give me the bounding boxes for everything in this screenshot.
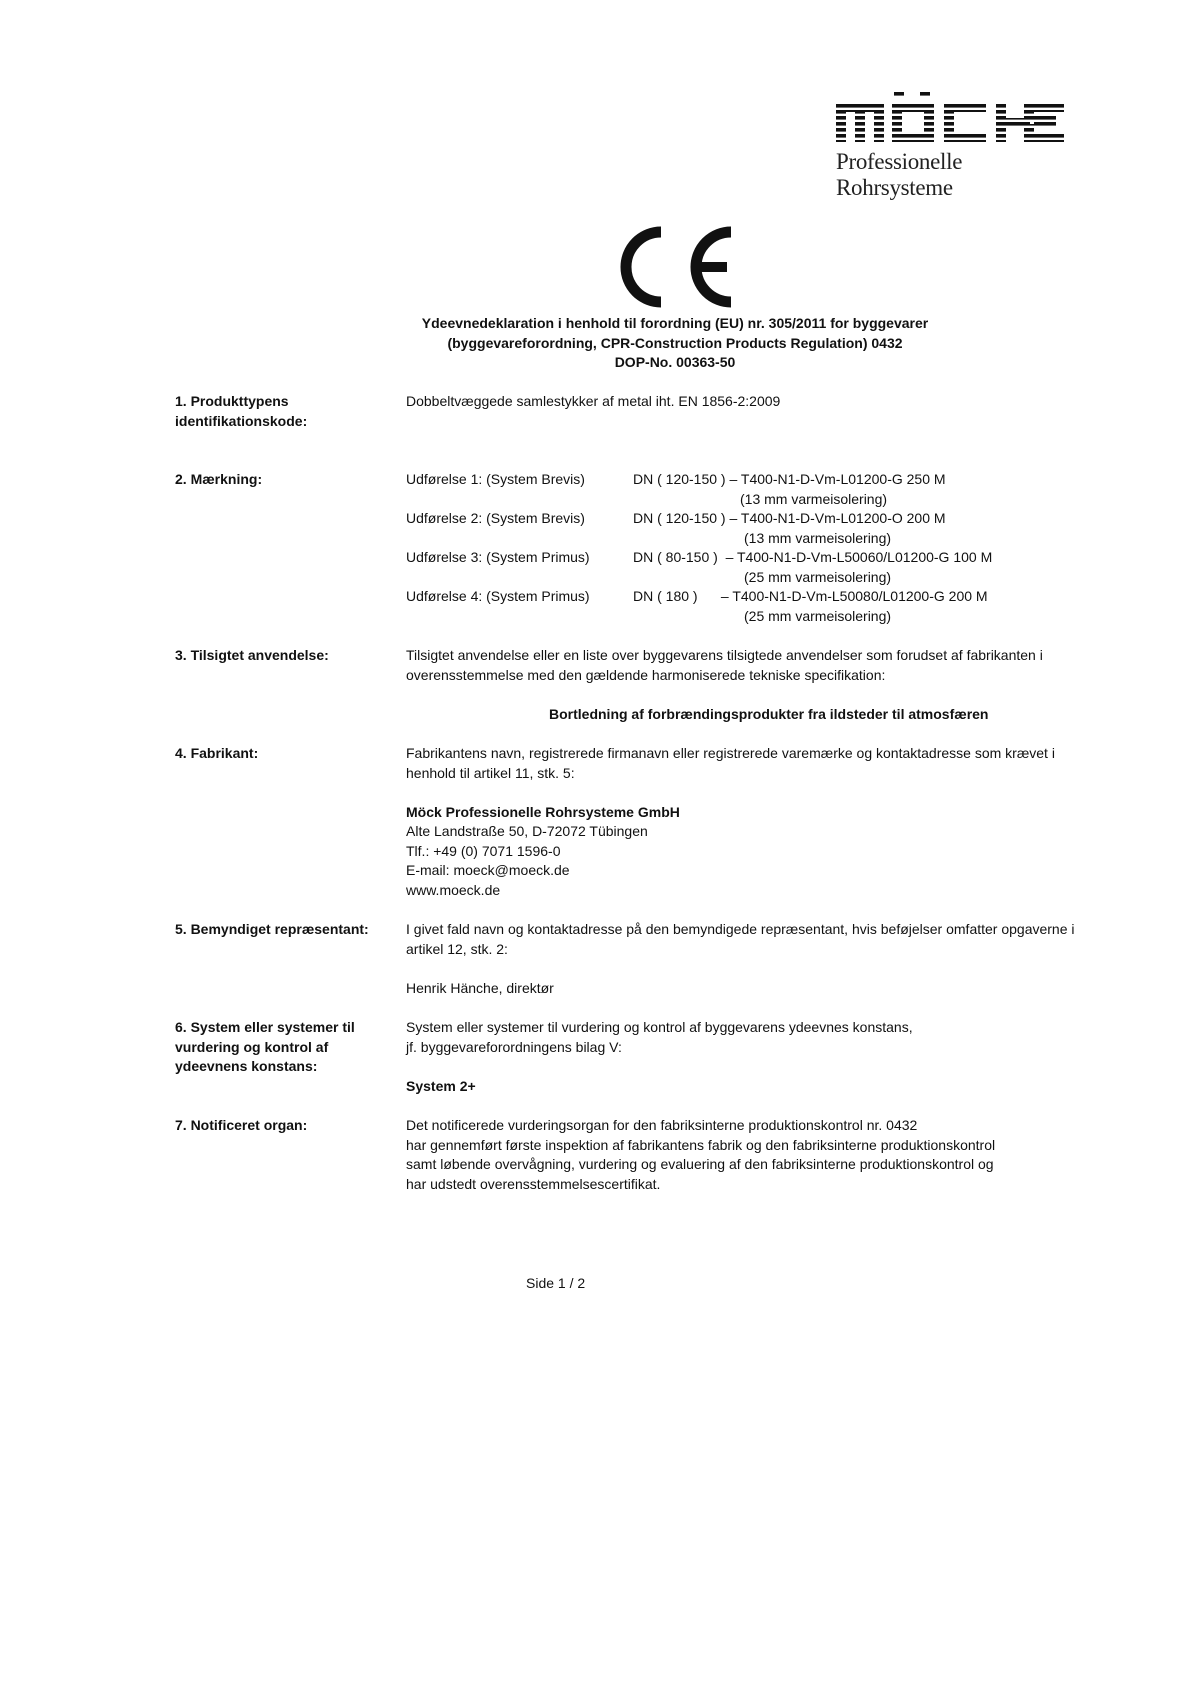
section-4-label: 4. Fabrikant: <box>175 745 259 761</box>
section-5-text-line-1: I givet fald navn og kontaktadresse på den bemyndigede repræsentant, hvis beføjelser omfatter opgaverne i <box>406 921 1075 937</box>
marking-row-1-variant: Udførelse 1: (System Brevis) <box>406 471 585 487</box>
authorised-representative: Henrik Hänche, direktør <box>406 979 554 996</box>
marking-row-1-dn: DN ( 120-150 ) – T400-N1-D-Vm-L01200-G 250 M <box>633 471 946 487</box>
marking-row-2-insulation: (13 mm varmeisolering) <box>744 530 892 546</box>
section-7-label: 7. Notificeret organ: <box>175 1117 308 1133</box>
marking-row-3-variant: Udførelse 3: (System Primus) <box>406 549 590 565</box>
section-5-text-line-2: artikel 12, stk. 2: <box>406 940 508 957</box>
section-6-text-line-2: jf. byggevareforordningens bilag V: <box>406 1038 622 1055</box>
manufacturer-address: Alte Landstraße 50, D-72072 Tübingen <box>406 823 648 839</box>
section-7-text-line-3: samt løbende overvågning, vurdering og evaluering af den fabriksinterne produktionskontrol og <box>406 1156 994 1172</box>
section-1-text: Dobbeltvæggede samlestykker af metal iht. EN 1856-2:2009 <box>406 393 781 409</box>
marking-row-3-insulation: (25 mm varmeisolering) <box>744 569 892 585</box>
section-2-label: 2. Mærkning: <box>175 471 263 487</box>
avcp-system: System 2+ <box>406 1077 476 1094</box>
marking-row-4-dn: DN ( 180 ) – T400-N1-D-Vm-L50080/L01200-G 200 M <box>633 588 988 604</box>
section-3-text <box>406 646 1043 685</box>
section-6-label <box>175 1018 355 1077</box>
section-7-text-line-4: har udstedt overensstemmelsescertifikat. <box>406 1175 661 1192</box>
section-6-text-line-1: System eller systemer til vurdering og kontrol af byggevarens ydeevnes konstans, <box>406 1019 913 1035</box>
dop-number: DOP-No. 00363-50 <box>614 354 736 370</box>
marking-row-3-dn: DN ( 80-150 ) – T400-N1-D-Vm-L50060/L01200-G 100 M <box>633 549 993 565</box>
page-number: Side 1 / 2 <box>526 1275 586 1291</box>
section-1-label-line-1: 1. Produkttypens <box>175 393 289 409</box>
section-4-text <box>406 744 1055 900</box>
section-3-label: 3. Tilsigtet anvendelse: <box>175 647 329 663</box>
logo-subtitle: Professionelle Rohrsysteme <box>836 149 963 200</box>
section-7-text-line-2: har gennemført første inspektion af fabrikantens fabrik og den fabriksinterne produktionskontrol <box>406 1136 996 1153</box>
section-6-label-line-3: ydeevnens konstans: <box>175 1058 318 1074</box>
manufacturer-website: www.moeck.de <box>406 881 501 898</box>
section-1-label-line-2: identifikationskode: <box>175 412 308 429</box>
marking-row-2-variant: Udførelse 2: (System Brevis) <box>406 510 585 526</box>
document-title <box>380 314 970 373</box>
section-3-text-line-2: overensstemmelse med den gældende harmoniserede tekniske specifikation: <box>406 666 886 683</box>
manufacturer-phone: Tlf.: +49 (0) 7071 1596-0 <box>406 842 561 859</box>
manufacturer-email: E-mail: moeck@moeck.de <box>406 862 570 878</box>
section-6-label-line-1: 6. System eller systemer til <box>175 1019 355 1035</box>
ce-mark-icon <box>615 224 737 310</box>
section-7-text <box>406 1116 995 1194</box>
manufacturer-name: Möck Professionelle Rohrsysteme GmbH <box>406 803 680 820</box>
intended-use: Bortledning af forbrændingsprodukter fra ildsteder til atmosfæren <box>549 706 989 722</box>
title-line-1: Ydeevnedeklaration i henhold til forordning (EU) nr. 305/2011 for byggevarer <box>421 315 929 331</box>
section-3-text-line-1: Tilsigtet anvendelse eller en liste over byggevarens tilsigtede anvendelser som forudset af fabrikanten i <box>406 647 1043 663</box>
section-1-label <box>175 392 307 431</box>
section-6-label-line-2: vurdering og kontrol af <box>175 1038 329 1055</box>
section-5-label: 5. Bemyndiget repræsentant: <box>175 921 369 937</box>
marking-row-4-variant: Udførelse 4: (System Primus) <box>406 588 590 604</box>
section-4-text-line-1: Fabrikantens navn, registrerede firmanavn eller registrerede varemærke og kontaktadresse som krævet i <box>406 745 1055 761</box>
marking-row-4-insulation: (25 mm varmeisolering) <box>744 608 892 624</box>
section-7-text-line-1: Det notificerede vurderingsorgan for den fabriksinterne produktionskontrol nr. 0432 <box>406 1117 918 1133</box>
title-line-2: (byggevareforordning, CPR-Construction Products Regulation) 0432 <box>447 334 903 351</box>
section-5-text <box>406 920 1075 998</box>
marking-row-2-dn: DN ( 120-150 ) – T400-N1-D-Vm-L01200-O 200 M <box>633 510 946 526</box>
company-logo <box>836 92 1068 200</box>
section-6-text <box>406 1018 913 1096</box>
moeck-logo-mark <box>836 92 1068 144</box>
marking-row-1-insulation: (13 mm varmeisolering) <box>740 491 888 507</box>
section-4-text-line-2: henhold til artikel 11, stk. 5: <box>406 764 575 781</box>
